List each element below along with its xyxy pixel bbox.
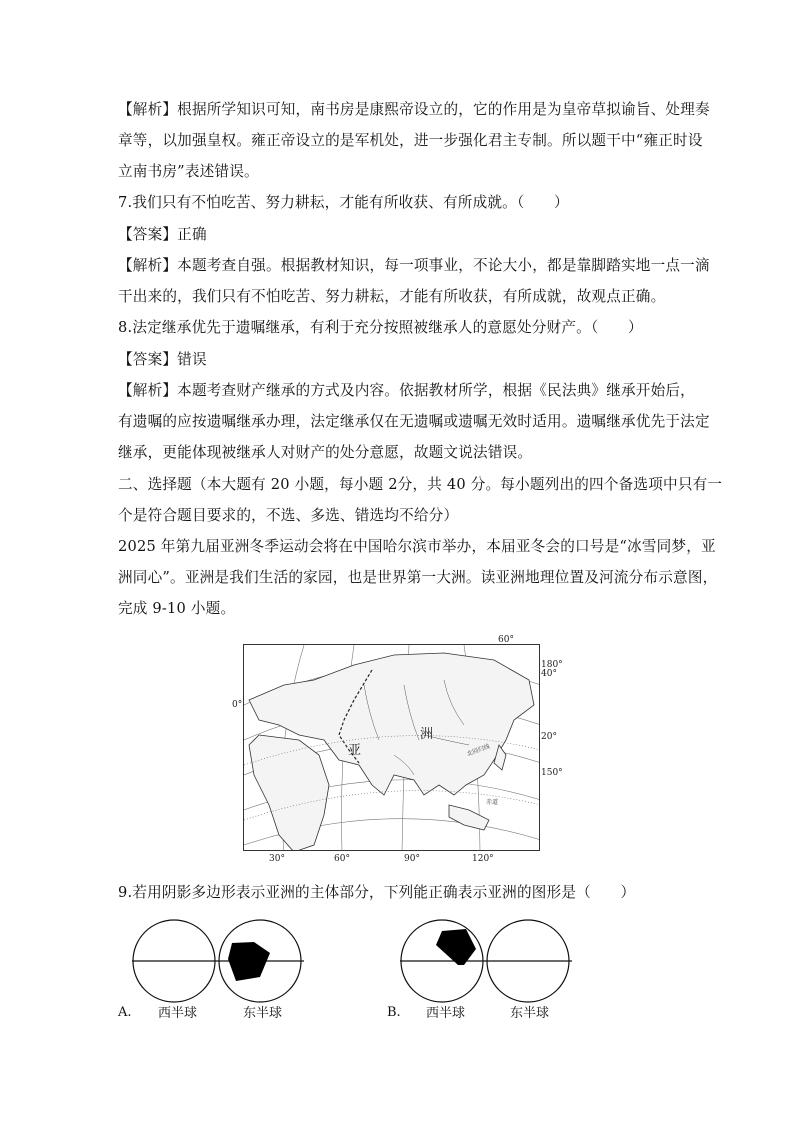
text-line: 【解析】本题考查自强。根据教材知识，每一项事业，不论大小，都是靠脚踏实地一点一滴 bbox=[118, 257, 710, 274]
lon-label-60: 60° bbox=[334, 854, 350, 864]
asia-map bbox=[243, 644, 540, 851]
text-line: 【解析】根据所学知识可知，南书房是康熙帝设立的，它的作用是为皇帝草拟谕旨、处理奏 bbox=[118, 101, 710, 118]
option-b-letter: B. bbox=[387, 1005, 401, 1020]
option-b-figure bbox=[400, 917, 572, 1005]
lon-label-30: 30° bbox=[269, 854, 285, 864]
right-label-150: 150° bbox=[541, 768, 563, 778]
lon-label-90: 90° bbox=[404, 854, 420, 864]
right-label-40: 40° bbox=[541, 669, 557, 679]
tropic-label: 北回归线 bbox=[465, 743, 491, 758]
text-line: 7.我们只有不怕吃苦、努力耕耘，才能有所收获、有所成就。（ ） bbox=[118, 194, 569, 211]
option-b-east-label: 东半球 bbox=[510, 1006, 550, 1021]
text-line: 干出来的，我们只有不怕吃苦、努力耕耘，才能有所收获，有所成就，故观点正确。 bbox=[118, 288, 666, 305]
lon-label-120: 120° bbox=[472, 854, 494, 864]
map-label-zhou: 洲 bbox=[420, 727, 434, 742]
lon-label-top: 60° bbox=[498, 635, 514, 645]
option-a-figure bbox=[132, 917, 304, 1005]
left-label-0: 0° bbox=[232, 700, 243, 710]
text-line: 8.法定继承优先于遗嘱继承，有利于充分按照被继承人的意愿处分财产。（ ） bbox=[118, 319, 643, 336]
map-label-ya: 亚 bbox=[348, 743, 362, 758]
text-line: 有遗嘱的应按遗嘱继承办理，法定继承仅在无遗嘱或遗嘱无效时适用。遗嘱继承优先于法定 bbox=[118, 413, 710, 430]
text-line: 二、选择题（本大题有 20 小题，每小题 2分，共 40 分。每小题列出的四个备选项中只有一 bbox=[118, 476, 723, 493]
text-line: 洲同心”。亚洲是我们生活的家园，也是世界第一大洲。读亚洲地理位置及河流分布示意图， bbox=[118, 569, 718, 586]
question-9: 9.若用阴影多边形表示亚洲的主体部分，下列能正确表示亚洲的图形是（ ） bbox=[118, 884, 636, 901]
text-line: 【解析】本题考查财产继承的方式及内容。依据教材所学，根据《民法典》继承开始后， bbox=[118, 382, 695, 399]
option-a-letter: A. bbox=[118, 1005, 132, 1020]
text-line: 【答案】正确 bbox=[118, 226, 207, 243]
asia-map-drawing bbox=[244, 645, 540, 851]
equator-label: 赤道 bbox=[486, 799, 499, 806]
text-line: 章等，以加强皇权。雍正帝设立的是军机处，进一步强化君主专制。所以题干中“雍正时设 bbox=[118, 132, 703, 149]
right-label-20: 20° bbox=[541, 732, 557, 742]
text-line: 立南书房”表述错误。 bbox=[118, 163, 259, 180]
right-label-180: 180° bbox=[541, 660, 563, 670]
option-b-west-label: 西半球 bbox=[426, 1006, 466, 1021]
text-line: 2025 年第九届亚洲冬季运动会将在中国哈尔滨市举办，本届亚冬会的口号是“冰雪同梦，亚 bbox=[118, 538, 716, 555]
text-line: 个是符合题目要求的，不选、多选、错选均不给分） bbox=[118, 507, 459, 524]
text-line: 继承，更能体现被继承人对财产的处分意愿，故题文说法错误。 bbox=[118, 444, 533, 461]
option-a-west-label: 西半球 bbox=[158, 1006, 198, 1021]
option-a-east-label: 东半球 bbox=[243, 1006, 283, 1021]
text-line: 【答案】错误 bbox=[118, 351, 207, 368]
text-line: 完成 9-10 小题。 bbox=[118, 600, 236, 617]
